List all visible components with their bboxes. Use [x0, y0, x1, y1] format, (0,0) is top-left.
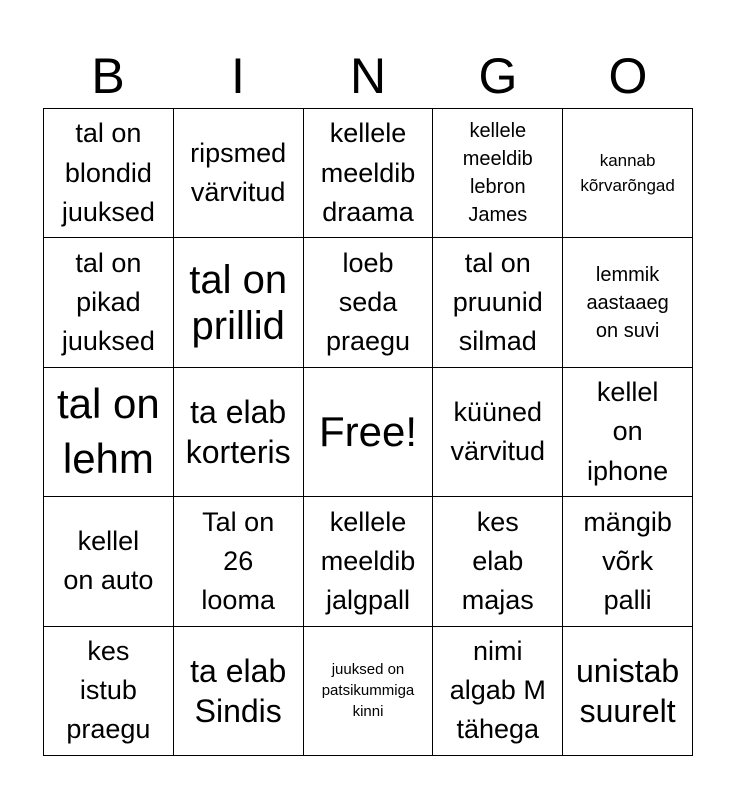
header-letter-i: I	[231, 48, 245, 104]
cell-text: kellel on auto	[63, 526, 154, 596]
bingo-card-grid	[43, 108, 693, 756]
cell-text: tal on prillid	[189, 257, 288, 348]
bingo-cell[interactable]	[174, 109, 304, 238]
cell-text: juuksed on patsikummiga kinni	[321, 661, 415, 721]
bingo-cell[interactable]	[44, 627, 174, 756]
bingo-cell[interactable]	[433, 109, 563, 238]
cell-text: ta elab korteris	[185, 393, 291, 470]
bingo-cell[interactable]	[563, 497, 693, 626]
cell-text: ta elab Sindis	[190, 652, 287, 729]
cell-text: tal on lehm	[57, 380, 160, 482]
cell-text: kellele meeldib jalgpall	[320, 506, 416, 615]
bingo-cell[interactable]	[44, 368, 174, 497]
header-letter-o: O	[608, 48, 648, 104]
cell-text: Tal on 26 looma	[201, 506, 275, 615]
bingo-cell[interactable]	[44, 109, 174, 238]
bingo-cell[interactable]	[433, 497, 563, 626]
header-letter-b: B	[91, 48, 125, 104]
cell-text: tal on pruunid silmad	[452, 247, 543, 357]
cell-text: kellele meeldib lebron James	[462, 120, 533, 227]
bingo-cell[interactable]	[433, 238, 563, 367]
bingo-header	[43, 44, 693, 108]
bingo-cell[interactable]	[174, 627, 304, 756]
bingo-cell[interactable]	[563, 368, 693, 497]
bingo-cell[interactable]	[174, 497, 304, 626]
cell-text: kes istub praegu	[66, 636, 151, 745]
bingo-cell[interactable]	[563, 238, 693, 367]
bingo-cell[interactable]	[44, 497, 174, 626]
bingo-cell[interactable]	[304, 627, 434, 756]
cell-text: kes elab majas	[461, 506, 534, 615]
free-space-cell[interactable]	[304, 368, 434, 497]
bingo-cell[interactable]	[44, 238, 174, 367]
cell-text: mängib võrk palli	[583, 506, 672, 615]
cell-text: kellel on iphone	[587, 377, 669, 486]
bingo-cell[interactable]	[433, 368, 563, 497]
bingo-cell[interactable]	[433, 627, 563, 756]
bingo-cell[interactable]	[304, 109, 434, 238]
bingo-cell[interactable]	[304, 238, 434, 367]
header-letter-n: N	[349, 48, 387, 104]
bingo-cell[interactable]	[174, 368, 304, 497]
cell-text: kellele meeldib draama	[320, 118, 416, 227]
cell-text: nimi algab M tähega	[449, 636, 546, 745]
cell-text: tal on pikad juuksed	[61, 247, 155, 357]
cell-text: kannab kõrvarõngad	[580, 150, 675, 196]
bingo-cell[interactable]	[304, 497, 434, 626]
bingo-cell[interactable]	[563, 627, 693, 756]
cell-text: lemmik aastaaeg on suvi	[586, 263, 669, 342]
bingo-cell[interactable]	[174, 238, 304, 367]
header-letter-g: G	[478, 48, 518, 104]
cell-text: unistab suurelt	[576, 652, 680, 729]
cell-text: tal on blondid juuksed	[61, 118, 155, 227]
cell-text: loeb seda praegu	[325, 247, 411, 357]
cell-text: Free!	[318, 407, 417, 455]
cell-text: küüned värvitud	[450, 396, 546, 466]
bingo-cell[interactable]	[563, 109, 693, 238]
cell-text: ripsmed värvitud	[190, 138, 287, 208]
